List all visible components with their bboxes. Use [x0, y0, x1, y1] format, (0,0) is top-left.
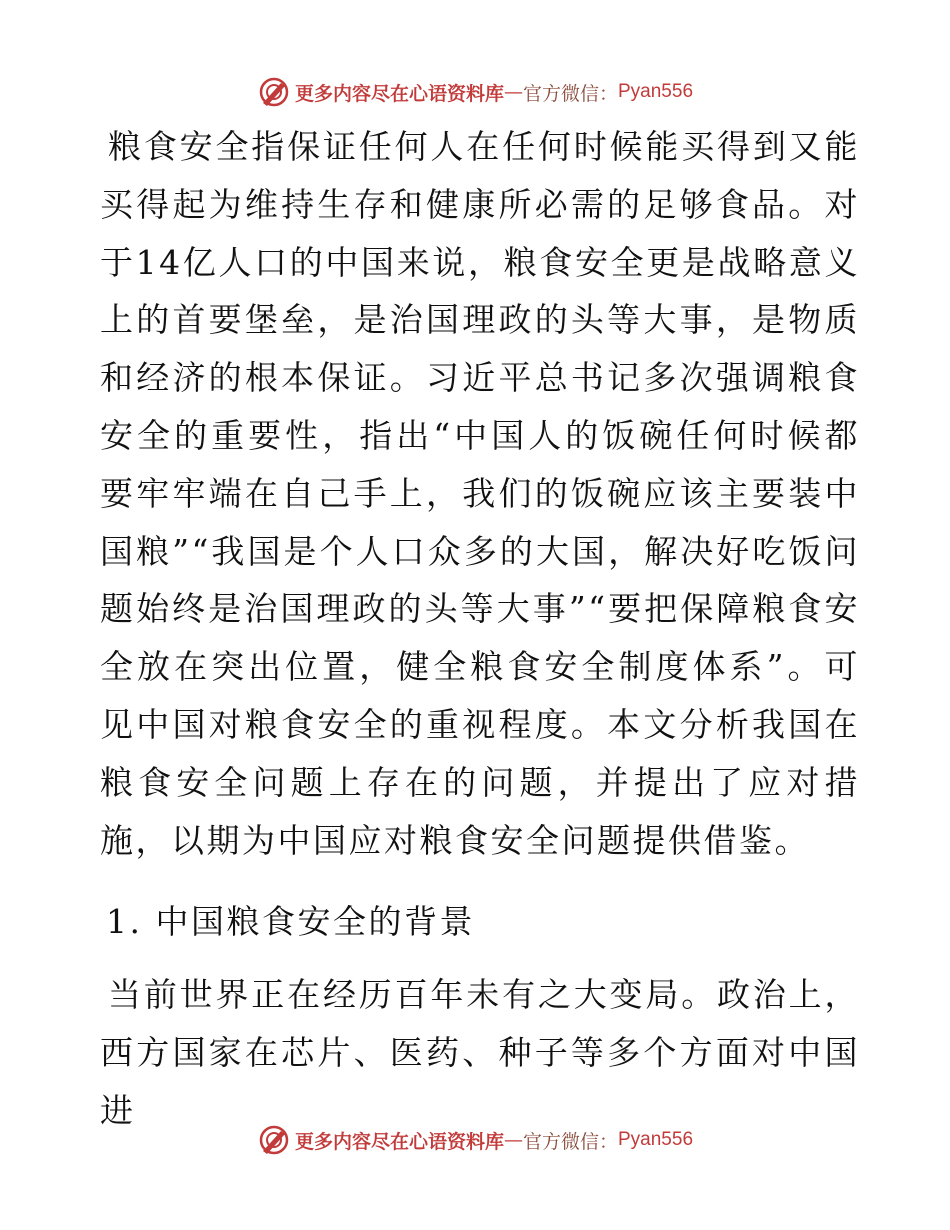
footer-main-text: 更多内容尽在心语资料库	[294, 1130, 504, 1153]
header-main-text: 更多内容尽在心语资料库	[294, 82, 504, 105]
footer-wechat-label: 官方微信：	[522, 1130, 618, 1153]
header-wechat-label: 官方微信：	[522, 82, 618, 105]
pen-logo-icon	[257, 75, 291, 109]
header-watermark	[0, 72, 950, 112]
body-paragraph-2: 当前世界正在经历百年未有之大变局。政治上，西方国家在芯片、医药、种子等多个方面对中国进	[100, 975, 860, 1130]
header-wechat-id: Pyan556	[618, 81, 694, 102]
footer-dash: —	[503, 1129, 523, 1151]
footer-wechat-id: Pyan556	[618, 1129, 694, 1150]
header-dash: —	[503, 81, 523, 103]
section-heading-1: 1. 中国粮食安全的背景	[106, 902, 475, 941]
body-paragraph-1: 粮食安全指保证任何人在任何时候能买得到又能买得起为维持生存和健康所必需的足够食品。对于14亿人口的中国来说，粮食安全更是战略意义上的首要堡垒，是治国理政的头等大事，是物质和经济的根本保证。习近平总书记多次强调粮食安全的重要性，指出“中国人的饭碗任何时候都要牢牢端在自己手上，我们的饭碗应该主要装中国粮”“我国是个人口众多的大国，解决好吃饭问题始终是治国理政的头等大事”“要把保障粮食安全放在突出位置，健全粮食安全制度体系”。可见中国对粮食安全的重视程度。本文分析我国在粮食安全问题上存在的问题，并提出了应对措施，以期为中国应对粮食安全问题提供借鉴。	[100, 127, 860, 860]
footer-watermark	[0, 1120, 950, 1160]
pen-logo-icon	[257, 1123, 291, 1157]
